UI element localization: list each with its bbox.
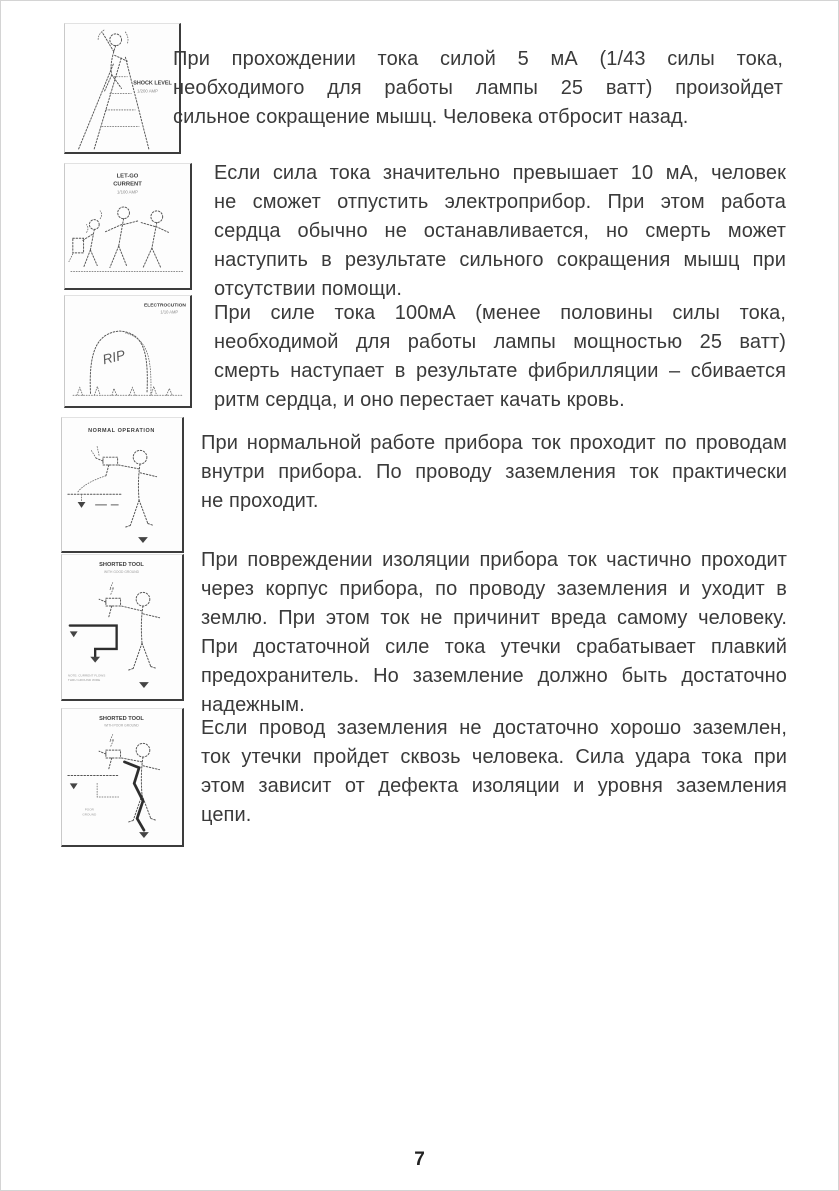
- shorted-tool-note-line2: THRU GROUND WIRE: [67, 678, 101, 683]
- shock-level-ladder-drawing: [65, 24, 179, 152]
- text-line: надежным.: [201, 694, 305, 716]
- normal-operation-drawing: [62, 418, 182, 551]
- text-line: При нормальной работе прибора ток проходит по проводам: [201, 432, 787, 454]
- text-line: не проходит.: [201, 490, 319, 512]
- text-line: отсутствии помощи.: [214, 278, 403, 300]
- text-line: сильное сокращение мышц. Человека отбросит назад.: [173, 106, 689, 128]
- shorted-tool-ungrounded-drawing: [62, 709, 182, 845]
- shorted-tool-caption: SHORTED TOOL: [99, 562, 144, 569]
- let-go-current-drawing: [65, 164, 190, 288]
- text-line: не сможет отпустить электроприбор. При этом работа: [214, 191, 786, 213]
- text-line: При прохождении тока силой 5 мА (1/43 силы тока,: [173, 48, 783, 70]
- shorted-tool-grounded-drawing: [62, 555, 182, 699]
- illustration-let-go-current: [64, 163, 192, 290]
- paragraph-current-5ma: [173, 45, 783, 132]
- text-line: ток утечки пройдет сквозь человека. Сила удара тока при: [201, 746, 787, 768]
- rip-text: RIP: [100, 347, 127, 368]
- illustration-shorted-tool-ungrounded: [61, 708, 184, 847]
- illustration-normal-operation: [61, 417, 184, 553]
- shorted-tool2-note-line2: GROUND: [82, 812, 97, 817]
- electrocution-tombstone-drawing: [65, 296, 190, 406]
- shock-level-caption: SHOCK LEVEL: [133, 80, 172, 87]
- illustration-shorted-tool-grounded: [61, 554, 184, 701]
- paragraph-shorted-tool-grounded: [201, 546, 787, 720]
- text-line: необходимого для работы лампы 25 ватт) произойдет: [173, 77, 783, 99]
- normal-operation-caption: NORMAL OPERATION: [88, 427, 155, 434]
- text-line: Если провод заземления не достаточно хорошо заземлен,: [201, 717, 787, 739]
- text-line: смерть наступает в результате фибрилляции – сбивается: [214, 360, 786, 382]
- text-line: необходимой для работы лампы мощностью 25 ватт): [214, 331, 786, 353]
- text-line: ритм сердца, и оно перестает качать кровь.: [214, 389, 625, 411]
- let-go-caption-line2: CURRENT: [113, 181, 142, 188]
- text-line: этом зависит от дефекта изоляции и уровня заземления: [201, 775, 787, 797]
- page-number: 7: [414, 1149, 425, 1170]
- shorted-tool2-caption: SHORTED TOOL: [99, 715, 144, 722]
- text-line: предохранитель. Но заземление должно быть достаточно: [201, 665, 787, 687]
- smudge-label: [95, 504, 118, 506]
- shock-level-subcaption: 1/200 AMP: [137, 88, 158, 94]
- let-go-caption-line1: LET-GO: [116, 173, 139, 180]
- paragraph-shorted-tool-ungrounded: [201, 714, 787, 830]
- text-line: землю. При этом ток не причинит вреда самому человеку.: [201, 607, 787, 629]
- paragraph-normal-operation: [201, 429, 787, 516]
- paragraph-current-10ma: [214, 159, 786, 304]
- text-line: При силе тока 100мА (менее половины силы тока,: [214, 302, 786, 324]
- shorted-tool2-note-line1: POOR: [84, 807, 94, 812]
- illustration-electrocution: [64, 295, 192, 408]
- text-line: наступить в результате сильного сокращения мышц при: [214, 249, 786, 271]
- text-line: Если сила тока значительно превышает 10 мА, человек: [214, 162, 786, 184]
- electrocution-caption: ELECTROCUTION: [144, 303, 186, 309]
- text-line: внутри прибора. По проводу заземления ток практически: [201, 461, 787, 483]
- text-line: При достаточной силе тока утечки срабатывает плавкий: [201, 636, 787, 658]
- paragraph-current-100ma: [214, 299, 786, 415]
- illustration-shock-level: [64, 23, 181, 154]
- shorted-tool-note-line1: NOTE: CURRENT FLOWS: [67, 673, 106, 678]
- text-line: сердца обычно не останавливается, но смерть может: [214, 220, 786, 242]
- shorted-tool-subcaption: WITH GOOD GROUND: [104, 569, 140, 574]
- text-line: При повреждении изоляции прибора ток частично проходит: [201, 549, 787, 571]
- shorted-tool2-subcaption: WITH POOR GROUND: [104, 723, 139, 728]
- electrocution-subcaption: 1/10 AMP: [160, 309, 179, 315]
- text-line: цепи.: [201, 804, 252, 826]
- let-go-subcaption: 1/100 AMP: [117, 189, 138, 195]
- text-line: через корпус прибора, по проводу заземления и уходит в: [201, 578, 787, 600]
